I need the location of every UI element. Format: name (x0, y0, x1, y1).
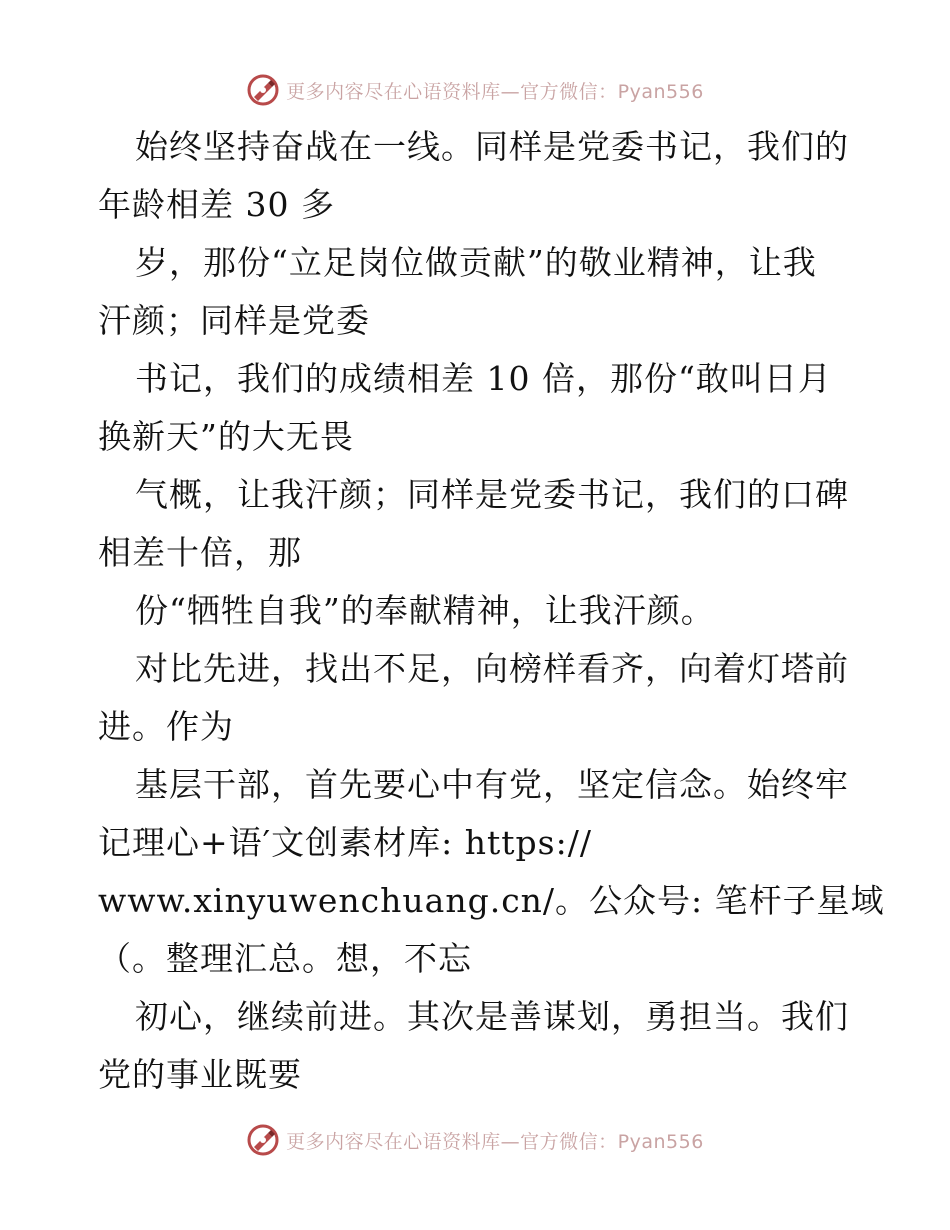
text-line: 记理心+语′文创素材库: https:// (98, 823, 592, 862)
footer-banner (0, 1120, 950, 1160)
text-line: 相差十倍，那 (98, 533, 302, 572)
text-line: 换新天”的大无畏 (98, 417, 354, 456)
text-line: 岁，那份“立足岗位做贡献”的敬业精神，让我 (135, 243, 817, 282)
text-line: 书记，我们的成绩相差 10 倍，那份“敢叫日月 (135, 359, 832, 398)
pen-logo-icon (246, 73, 280, 107)
text-line: 初心，继续前进。其次是善谋划，勇担当。我们 (135, 997, 849, 1036)
text-line: 始终坚持奋战在一线。同样是党委书记，我们的 (135, 127, 849, 166)
header-banner-text: 更多内容尽在心语资料库—官方微信：Pyan556 (286, 80, 704, 103)
pen-logo-icon (246, 1123, 280, 1157)
text-line: 基层干部，首先要心中有党，坚定信念。始终牢 (135, 765, 849, 804)
text-line: 气概，让我汗颜；同样是党委书记，我们的口碑 (135, 475, 849, 514)
text-line: 党的事业既要 (98, 1055, 302, 1094)
text-line: www.xinyuwenchuang.cn/。公众号: 笔杆子星域 (98, 881, 885, 920)
document-body (98, 118, 885, 1104)
text-line: 汗颜；同样是党委 (98, 301, 370, 340)
text-line: 对比先进，找出不足，向榜样看齐，向着灯塔前 (135, 649, 849, 688)
footer-banner-text: 更多内容尽在心语资料库—官方微信：Pyan556 (286, 1130, 704, 1153)
header-banner (0, 70, 950, 110)
text-line: 份“牺牲自我”的奉献精神，让我汗颜。 (135, 591, 715, 630)
text-line: 年龄相差 30 多 (98, 185, 335, 224)
text-line: （。整理汇总。想，不忘 (98, 939, 472, 978)
text-line: 进。作为 (98, 707, 234, 746)
